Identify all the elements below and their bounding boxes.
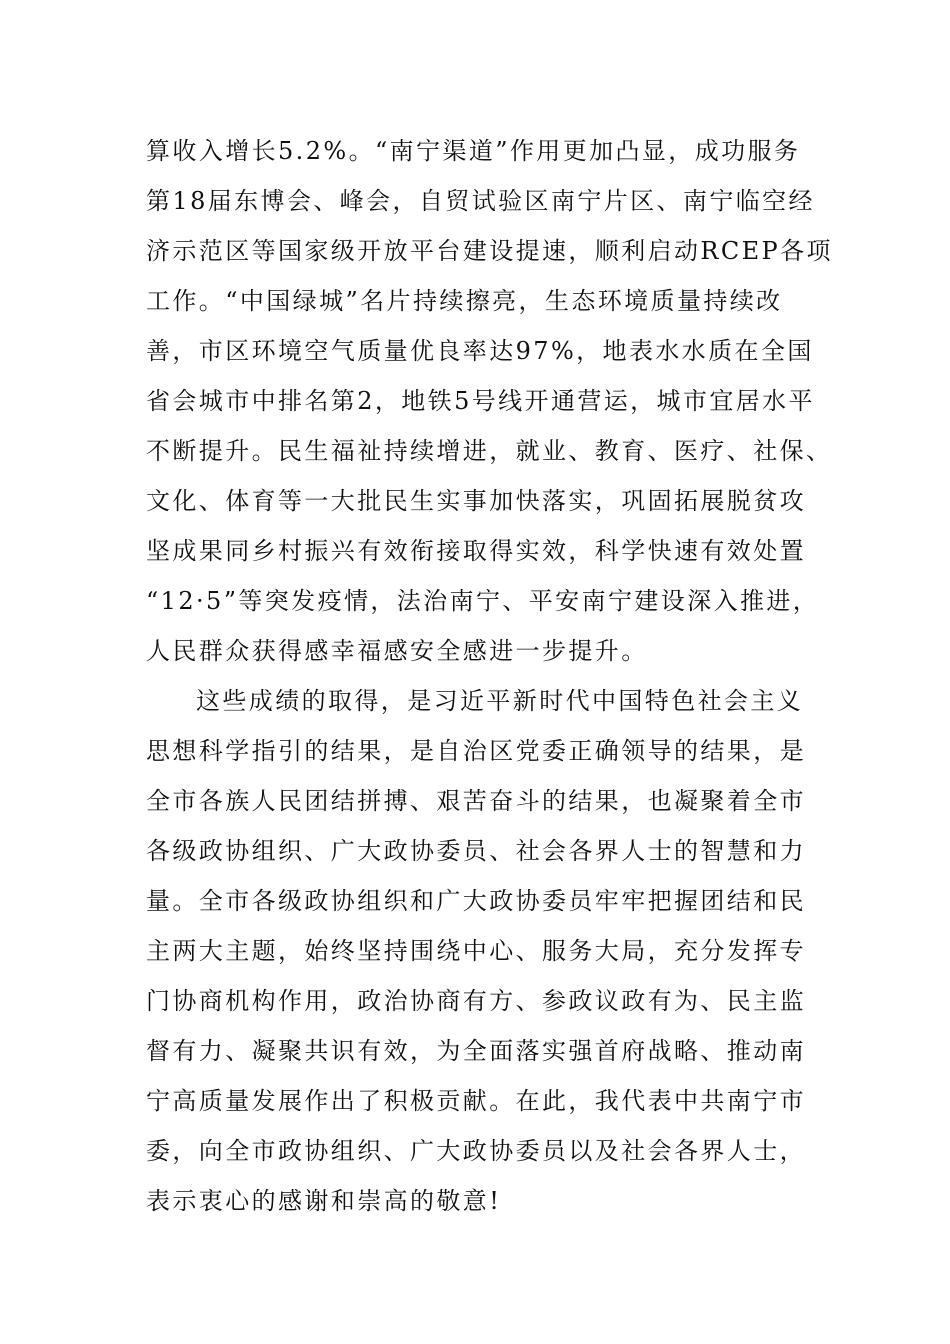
document-body [146, 126, 833, 1226]
text-line: 人民群众获得感幸福感安全感进一步提升。 [146, 637, 648, 665]
text-line: 文化、体育等一大批民生实事加快落实，巩固拓展脱贫攻 [146, 487, 806, 515]
text-line: 量。全市各级政协组织和广大政协委员牢牢把握团结和民 [146, 887, 806, 915]
text-line: 思想科学指引的结果，是自治区党委正确领导的结果，是 [146, 737, 806, 765]
text-line: 算收入增长5.2%。“南宁渠道”作用更加凸显，成功服务 [146, 137, 801, 165]
text-line: 第18届东博会、峰会，自贸试验区南宁片区、南宁临空经 [146, 187, 815, 215]
text-line: 不断提升。民生福祉持续增进，就业、教育、医疗、社保、 [146, 437, 833, 465]
text-line: 坚成果同乡村振兴有效衔接取得实效，科学快速有效处置 [146, 537, 806, 565]
text-line: 各级政协组织、广大政协委员、社会各界人士的智慧和力 [146, 837, 806, 865]
text-line: 宁高质量发展作出了积极贡献。在此，我代表中共南宁市 [146, 1087, 806, 1115]
text-line: 门协商机构作用，政治协商有方、参政议政有为、民主监 [146, 987, 806, 1015]
text-line: 济示范区等国家级开放平台建设提速，顺利启动RCEP各项 [146, 237, 833, 265]
text-line: 督有力、凝聚共识有效，为全面落实强首府战略、推动南 [146, 1037, 806, 1065]
text-line: 主两大主题，始终坚持围绕中心、服务大局，充分发挥专 [146, 937, 806, 965]
paragraph-1 [146, 126, 833, 676]
text-line: 表示衷心的感谢和崇高的敬意! [146, 1187, 502, 1215]
text-line: 工作。“中国绿城”名片持续擦亮，生态环境质量持续改 [146, 287, 783, 315]
text-line: “12·5”等突发疫情，法治南宁、平安南宁建设深入推进， [146, 587, 820, 615]
text-line: 这些成绩的取得，是习近平新时代中国特色社会主义 [196, 687, 804, 715]
text-line: 省会城市中排名第2，地铁5号线开通营运，城市宜居水平 [146, 387, 815, 415]
paragraph-2 [146, 676, 826, 1226]
text-line: 委，向全市政协组织、广大政协委员以及社会各界人士， [146, 1137, 806, 1165]
text-line: 善，市区环境空气质量优良率达97%，地表水水质在全国 [146, 337, 814, 365]
text-line: 全市各族人民团结拼搏、艰苦奋斗的结果，也凝聚着全市 [146, 787, 806, 815]
